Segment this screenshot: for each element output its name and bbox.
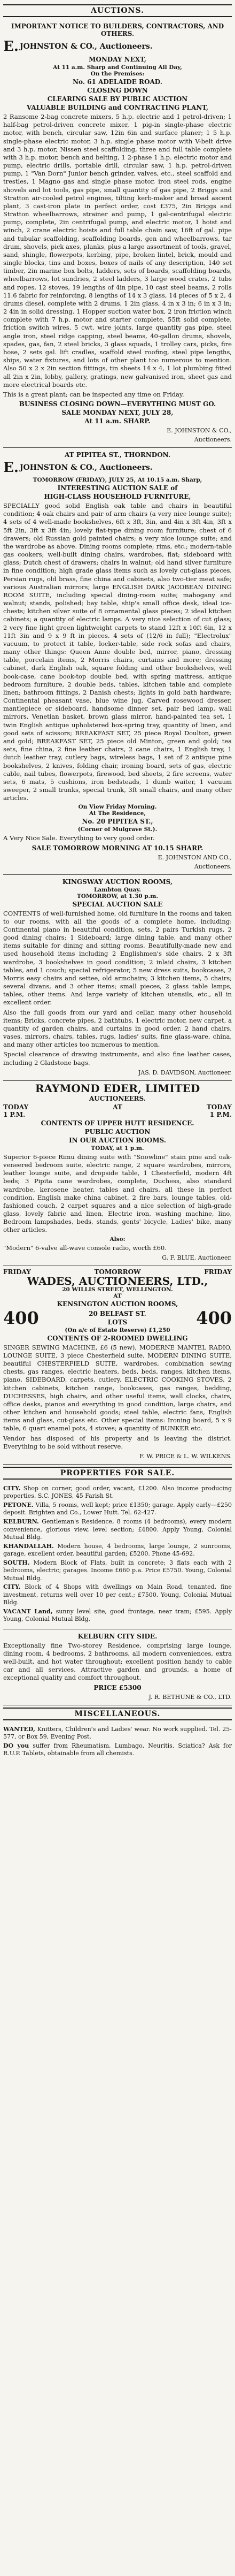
list-item: PETONE. Villa, 5 rooms, well kept; price £1350; garage. Apply early—£250 deposit. Brighten and Co., Lower Hutt. Tel. 62-427. xyxy=(3,1501,232,1516)
day-right: FRIDAY xyxy=(204,1268,232,1276)
vendor-note: Vendor has disposed of his property and is leaving the district. Everything to be sold without reserve. xyxy=(3,1434,232,1450)
lots-row xyxy=(3,1309,232,1327)
rooms-location: Lambton Quay. xyxy=(94,886,141,893)
firm-initial: E. xyxy=(3,460,19,476)
auctioneer-title: Auctioneers. xyxy=(194,863,232,870)
ad-notice: IMPORTANT NOTICE TO BUILDERS, CONTRACTORS, AND OTHERS. xyxy=(11,22,224,37)
ad-location: AT PIPITEA ST., THORNDON. xyxy=(64,451,171,459)
firm-name xyxy=(3,460,232,476)
firm-title: AUCTIONEERS. xyxy=(89,1094,146,1102)
miscellaneous-list xyxy=(3,1723,232,1763)
auctioneer-signature: E. JOHNSTON & CO., xyxy=(167,427,232,435)
sale-interest: INTERESTING AUCTION SALE of xyxy=(57,484,178,492)
firm-initial: E. xyxy=(3,39,19,55)
lot-description-2: Also the full goods from our yard and cellar, many other household items; Bricks, concrete pipes, 2 bathtubs, 1 electric motor, new carpet, a quantity of garden chairs, and curtains in good order, 2 hand chairs, vases, mirrors, chairs, tables, rugs, ladies' suits, fine glass-ware, china, and many other articles too numerous to mention. xyxy=(3,1008,232,1049)
section-heading-properties: PROPERTIES FOR SALE. xyxy=(3,1467,232,1480)
firm-name: WADES, AUCTIONEERS, LTD., xyxy=(27,1274,208,1287)
day-right: TODAY xyxy=(206,1103,232,1111)
day-mid: TOMORROW xyxy=(94,1268,141,1276)
lots-count-left: 400 xyxy=(3,1307,39,1328)
section-heading-auctions: AUCTIONS. xyxy=(3,4,232,17)
rooms-name: KENSINGTON AUCTION ROOMS, xyxy=(57,1300,178,1308)
sale-when: TOMORROW, at 1.30 p.m. xyxy=(76,893,159,900)
agent-signature: J. R. BETHUNE & CO., LTD. xyxy=(148,1693,232,1701)
lots-label: LOTS xyxy=(107,1318,128,1326)
list-item: KELBURN. Gentleman's Residence, 8 rooms (4 bedrooms), every modern convenience, glorious view, level section; £4800. Apply Young, Colonial Mutual Bldg. xyxy=(3,1518,232,1541)
firm-name xyxy=(3,39,232,55)
residence-label: At The Residence, xyxy=(89,810,146,817)
sale-day: MONDAY NEXT, xyxy=(89,56,146,63)
time-right: 1 P.M. xyxy=(209,1110,232,1118)
time-row xyxy=(3,1111,232,1118)
day-left: FRIDAY xyxy=(3,1268,31,1276)
properties-list xyxy=(3,1482,232,1629)
at-label: AT xyxy=(113,1292,122,1299)
estate-reserve: (On a/c of Estate Reserve) £1,250 xyxy=(65,1327,170,1333)
closing-reason: BUSINESS CLOSING DOWN—EVERYTHING MUST GO. xyxy=(19,400,216,408)
auctioneer-signature: F. W. PRICE & L. W. WILKENS. xyxy=(139,1452,232,1460)
rooms-name: KINGSWAY AUCTION ROOMS, xyxy=(62,878,173,886)
also-label: Also: xyxy=(109,1236,126,1243)
valuable-plant: VALUABLE BUILDING and CONTRACTING PLANT, xyxy=(26,104,209,111)
view-note: On View Friday Morning. xyxy=(78,804,157,811)
property-heading: KELBURN CITY SIDE. xyxy=(77,1632,158,1640)
auction-ad-wades xyxy=(3,1266,232,1465)
day-row xyxy=(3,1103,232,1111)
list-item: CITY. Shop on corner, good order, vacant, £1200. Also income producing properties. S.C. JONES, 45 Farish St. xyxy=(3,1484,232,1500)
list-item: SOUTH. Modern Block of Flats, built in concrete; 3 flats each with 2 bedrooms, electric; garages. Income £660 p.a. Price £5750. Young, Colonial Mutual Bldg. xyxy=(3,1559,232,1582)
sale-time: At 11 a.m. Sharp and Continuing All Day, xyxy=(53,64,182,71)
special-note: Special clearance of drawing instruments, and also fine leather cases, including 2 Gladstone bags. xyxy=(3,1050,232,1066)
clearing-sale: CLEARING SALE BY PUBLIC AUCTION xyxy=(47,95,188,103)
lot-description: SPECIALLY good solid English oak table and chairs in beautiful condition; 4 oak chairs and pair of arm chairs (a very nice lounge suite); 4 sets of 4 well-made bookshelves, 6ft x 3ft, 3in, and 4in x 3ft 4in, 3ft x 5ft 2in, 3ft x 3ft 4in; lovely flat-type dining room furniture; chest of 6 drawers; old Russian gold painted chairs; a very nice lounge suite; and the wardrobe as above. Dining rooms complete; rims, etc.; modern-table gas cookers; well-built dining chairs, wardrobes, flat; sideboard with glass; Dutch chest of drawers; chairs in walnut; old hand silver furniture in fine condition; high grade glass items such as lovely cut-glass pieces, Persian rugs, old brass, fine china and cabinets, also two-tier meat safe; various Australian mirrors; large ENGLISH DARK JACOBEAN DINING ROOM SUITE, including special dining-room suite; mahogany and walnut; stands, polished; bay table, ship's small office desk, ideal ice-chests; kitchen silver suite of 8 ornamental glass pieces; 2 ideal kitchen cabinets; a quantity of electric lamps. A very nice selection of cut glass; 2 very fine light green lightweight carpets to stand 12ft x 10ft 6in, 12 x 11ft 3in and 9 x 9 ft in pieces. 4 sets of (12/6 in full); "Electrolux" vacuum, to protect it table, locker-table, side rock sofas and chairs, many other things: Queen Anne double bed, mirror, piano, dressing table, porcelain items, 2 Morris chairs, curtains and more; dressing cabinet, dark English oak, square folding and other bookshelves, well book-case, cane book-top double bed, with spring mattress, antique bedroom furniture, 2 double beds, tables, kitchen table and complete linen; bathroom fittings, 2 Danish chests; lights in gold bath hardware; Continental pheasant vase, blue wine jug, Carved rosewood dresser, mantlepiece or sideboard, handsome dinner set, pair bed lamp, wall mirrors, Venetian basket, brown glass mirror, hand-painted tea set, 1 twin English antique upholstered box-spring tray, quantity of linen, and good sets of scissors; BREAKFAST SET, 25 piece Royal Doulton, green and gold; BREAKFAST SET, 25 piece old Minton, green and gold; tea sets, fine china, 2 fine leather chairs, 2 cane chairs, 1 English tray, 1 dutch leather tray, cutlery bags, wireless bags, 1 set of 2 antique pine bookshelves, 2 knives, folding chair, ironing board, sets of gas, electric cable, nail tubes, flowerpots, firewood, bed sheets, 2 fire screens, water sets, 6 mats, 5 cushions, iron bedsteads, 1 dumb waiter, 1 vacuum sweeper, 2 small trunks, special trunk, 3ft small chairs, and many other articles. xyxy=(3,502,232,802)
list-item: KHANDALLAH. Modern house, 4 bedrooms, large lounge, 2 sunrooms, garage, excellent order, beautiful garden; £5200. Phone 45-692. xyxy=(3,1542,232,1558)
auction-ad-pipitea-street xyxy=(3,448,232,875)
firm-name: RAYMOND EDER, LIMITED xyxy=(35,1081,200,1095)
sale-title: CONTENTS OF UPPER HUTT RESIDENCE. xyxy=(41,1119,194,1127)
closing-down: CLOSING DOWN xyxy=(87,87,148,94)
list-item: VACANT Land, sunny level site, good frontage, near tram; £595. Apply Young, Colonial Mutual Bldg. xyxy=(3,1607,232,1623)
sale-goods: HIGH-CLASS HOUSEHOLD FURNITURE, xyxy=(44,493,191,501)
sale-place: On the Premises: xyxy=(90,71,145,77)
time-left: 1 P.M. xyxy=(3,1110,26,1118)
special-sale: SPECIAL AUCTION SALE xyxy=(72,900,163,908)
residence-corner: (Corner of Mulgrave St.). xyxy=(77,826,158,833)
auctioneer-signature: G. F. BLUE, Auctioneer. xyxy=(162,1254,232,1261)
auctioneer-signature: E. JOHNSTON AND CO., xyxy=(158,853,232,861)
sale-time-sharp: At 11 a.m. SHARP. xyxy=(84,417,151,425)
sale-sub: PUBLIC AUCTION xyxy=(84,1127,151,1135)
firm-name-rest: JOHNSTON & CO., Auctioneers. xyxy=(19,463,153,472)
lot-description: SINGER SEWING MACHINE, £6 (5 new), MODERNE MANTEL RADIO, LOUNGE SUITE, 3 piece Chesterfield suite, MODERN DINING SUITE, beautiful CHESTERFIELD SUITE, wardrobes, combination sewing chests, gas ranges, electric heaters, beds, beds, ranges, kitchen items, piano, SIDEBOARD, carpets, cutlery. ELECTRIC COOKING STOVES, 2 kitchen cabinets, kitchen range, bookcases, gas ranges, bedding, DUCHESSES, high chairs, and other useful items, wall clocks, chairs, office desks, pianos and everything in good condition, large chairs, and other kitchen and household goods; steel table, electric fans, English items and glass, cut-glass etc. Other special items: Ironing board, 5 x 9 table, 6 quart enamel pots, 4 stoves; a quantity of BUNKER etc. xyxy=(3,1343,232,1432)
firm-address: 20 WILLIS STREET, WELLINGTON. xyxy=(62,1286,173,1293)
lot-description: Superior 6-piece Rimu dining suite with "Snowline" stain pine and oak-veneered bedroom suite, electric range, 2 square wardrobes, mirrors, leather lounge suite, and dropside table, 1 Chesterfield, modern 4ft beds; 3 Pipita cane wardrobes, complete, Duchess, also standard wardrobe, kerosene heater, tables and chairs, all these in perfect condition. English make china cabinet, 2 fire bars, lounge tables, old-fashioned couch, 2 carpet squares and a nice selection of high-grade glass, lovely fabric and linen, Electric iron, washing machine, lino, Bedroom lampshades, beds, stands, gents' bicycle, Ladies' bike, many other articles. xyxy=(3,1153,232,1234)
list-item: CITY. Block of 4 Shops with dwellings on Main Road, tenanted, fine investment, returns well over 10 per cent.; £7500. Young, Colonial Mutual Bldg. xyxy=(3,1583,232,1606)
auction-ad-raymond-eder xyxy=(3,1081,232,1266)
lots-count-right: 400 xyxy=(196,1307,232,1328)
auctioneer-signature: JAS. D. DAVIDSON, Auctioneer. xyxy=(138,1069,232,1076)
contents-heading: CONTENTS OF 2-ROOMED DWELLING xyxy=(47,1334,188,1342)
lot-description: CONTENTS of well-furnished home, old furniture in the rooms and taken to our rooms, with all the goods of a complete home, including: Continental piano in beautiful condition, sets, 2 pairs Turkish rugs, 2 good dining chairs; 1 Sideboard; large dining table, and many other items suitable for dining and sitting rooms. Beautifully-made new and used household items including 2 Englishmen's side chairs, 2 x 3ft wardrobe, 3 bookshelves in good condition; 2 inlaid chairs, 3 kitchen tables, and 1 couch; special refrigerator, 5 new dress suits, bookcases, 2 Morris easy chairs and settee, old armchairs; 3 kitchen items, 5 chairs; several divans, and 3 other items; small pieces, 2 glass table lamps, tables, other items. And large variety of kitchen utensils, etc., all in excellent order. xyxy=(3,909,232,1007)
sale-date: SALE MONDAY NEXT, JULY 28, xyxy=(61,409,174,417)
property-description: Exceptionally fine Two-storey Residence, comprising large lounge, dining room, 4 bedrooms, 2 bathrooms, all modern conveniences, extra well-built, and hot water throughout; excellent position handy to cable car and all services. Attractive garden and grounds, a home of exceptional quality and comfort throughout. xyxy=(3,1641,232,1682)
property-ad-kelburn xyxy=(3,1629,232,1705)
property-price: PRICE £5300 xyxy=(93,1683,142,1691)
section-heading-miscellaneous: MISCELLANEOUS. xyxy=(3,1708,232,1720)
auction-ad-adelaide-road xyxy=(3,19,232,448)
residence-address: No. 20 PIPITEA ST., xyxy=(82,818,153,826)
sale-rooms: IN OUR AUCTION ROOMS. xyxy=(69,1136,166,1144)
auction-ad-kingsway xyxy=(3,875,232,1081)
list-item: DO you suffer from Rheumatism, Lumbago, Neuritis, Sciatica? Ask for R.U.P. Tablets, obtainable from all chemists. xyxy=(3,1742,232,1757)
sale-address: No. 61 ADELAIDE ROAD. xyxy=(73,78,162,86)
auctioneer-title: Auctioneers. xyxy=(194,436,232,444)
sale-when: TOMORROW (FRIDAY), JULY 25, At 10.15 a.m. Sharp, xyxy=(33,477,202,484)
radio-lot: "Modern" 6-valve all-wave console radio, worth £60. xyxy=(3,1244,167,1252)
list-item: WANTED, Knitters, Children's and Ladies' wear. No work supplied. Tel. 25-577, or Box 59, Evening Post. xyxy=(3,1725,232,1741)
sale-when: TODAY, at 1 p.m. xyxy=(91,1145,144,1152)
day-mid: AT xyxy=(113,1103,122,1111)
lots-center xyxy=(89,1309,146,1327)
sale-time-sharp: SALE TOMORROW MORNING AT 10.15 SHARP. xyxy=(32,844,203,852)
day-left: TODAY xyxy=(3,1103,29,1111)
rooms-address: 20 BELFAST ST. xyxy=(89,1309,146,1317)
inspection-note: This is a great plant; can be inspected any time on Friday. xyxy=(3,390,184,398)
bargain-note: A Very Nice Sale. Everything to very good order. xyxy=(3,834,155,842)
firm-name-rest: JOHNSTON & CO., Auctioneers. xyxy=(19,42,153,51)
lot-description: 2 Ransome 2-bag concrete mixers, 5 h.p. electric and 1 petrol-driven; 1 half-bag petrol-driven concrete mixer, 1 pig-in single-phase electric motor, with bench, circular saw, 12in 6in and surface planer; 1 5 h.p. single-phase electric motor, 3 h.p. single phase motor with V-belt drive and 3 h.p. motor, Nissen steel scaffolding, three and full table complete with 3 h.p. motor, bench and belting, 1 2-phase 1 h.p. electric motor and pump, electric drills, portable drill, circular saw, 1 h.p. petrol-driven pump, 1 "Van Dorn" Junior bench grinder, valves, etc., steel scaffold and trestles, 1 Magno gas and single phase motor, iron steel rods, engine shovels and lot tools, gas pipe, small quantity of gas pipe, 2 Briggs and Stratton air-cooled petrol engines, tilting kerb-maker and broad ascent plant, 3 cast-iron plate in perfect order, cost £375, 2in Briggs and Stratton wheelbarrows, strainer and pump, 1 gal-centrifugal electric pump, complete, 2in centrifugal pump, and electric motor, 1 hoist and winch, 2 crane electric hoists and full table chain saw, 16ft of gal. pipe and tubular scaffolding, scaffolding boards, gen and wheelbarrows, tar drum, shovels, pick axes, planks, plus a large assortment of tools, gravel, sand, shingle, flowerpots, kerbing, pipe, broken lintel, brick, mould and single blocks, tins and boxes, boxes of nails of any description, 140 set timber, 2in marine box bolts, ladders, sets of boards, scaffolding boards, wheelbarrows, lot sundries, 2 steel ladders, 3 large wood crates, 2 tubs and ropes, 12 stoves, 19 lengths of 4in pipe, 10 cast steel beams, 2 rolls 11.6 fabric for reinforcing, 8 lengths of 14 x 3 glass, 14 pieces of 5 x 2, 4 drums diesel, complete with 2 drums, 1 2in glass, 4 in x 3 in; 6 in x 3 in; 2 4in in solid dressing. 1 Hopper suction water box, 2 iron friction winch complete with 7 h.p. motor and starter complete, 55ft solid complete, friction switch wires, 5 cwt. wire joints, large quantity gas pipe, steel angle iron, steel ridge capping, steel beams, 40-gallon drums, shovels, spades, gas, fan, 2 steel bricks, 3 glass squads, 1 trolley cars, picks, fire hose, 2 sets gal. lift cradles, scaffold steel roofing, steel pipe lengths, ships, water fixtures, and lots of other plant too numerous to mention. Also 50 x 2 x 2in section fittings, tin sheets 14 x 4, 1 lot plumbing fitted all 2in x 2in, lobby, gallery, gratings, new galvanised iron, sheet gas and more electrical boards etc. xyxy=(3,113,232,388)
